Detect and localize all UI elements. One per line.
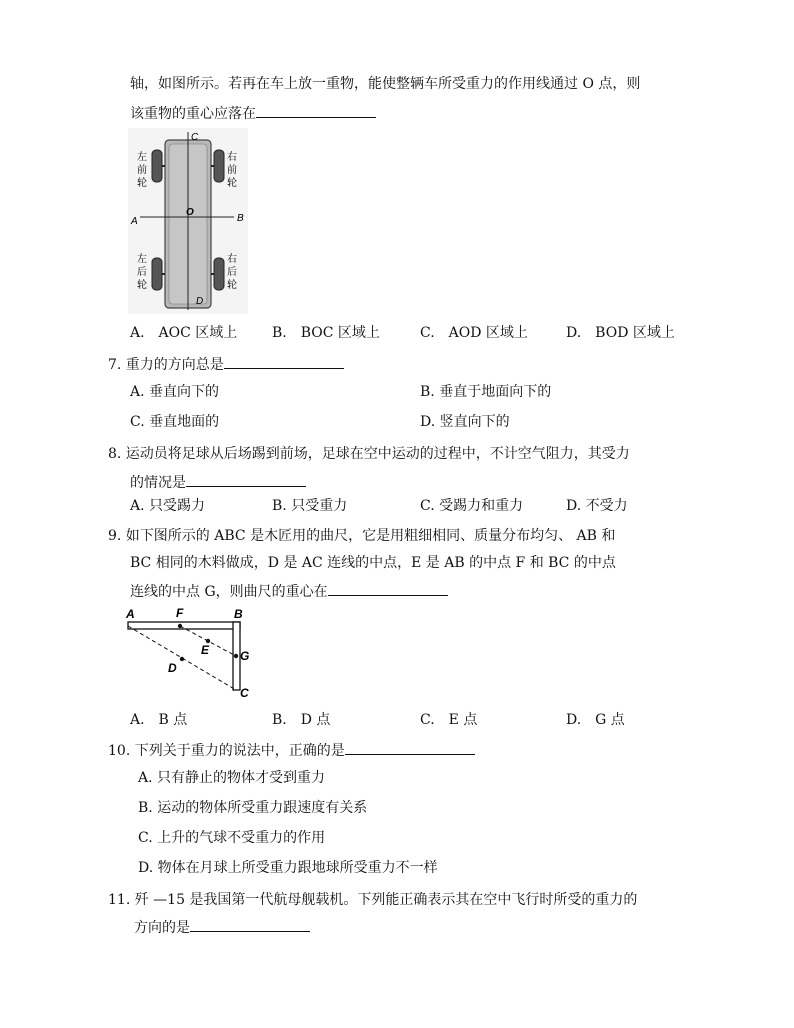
left-front-wheel <box>152 150 162 182</box>
right-rear-wheel <box>214 258 224 290</box>
q7-option-a[interactable]: A. 垂直向下的 <box>130 384 220 400</box>
q9-option-c[interactable]: C. E 点 <box>420 712 478 728</box>
q6-option-b[interactable]: B. BOC 区域上 <box>272 325 380 341</box>
q10-option-a[interactable]: A. 只有静止的物体才受到重力 <box>138 770 326 786</box>
left-front-3: 轮 <box>137 178 147 189</box>
q9-line3-text: 连线的中点 G，则曲尺的重心在 <box>130 584 328 600</box>
answer-blank[interactable] <box>190 917 310 932</box>
label-b: B <box>237 213 244 224</box>
q11-line2 <box>134 917 310 938</box>
q6-option-a[interactable]: A. AOC 区域上 <box>130 325 238 341</box>
q8-option-d[interactable]: D. 不受力 <box>566 498 628 514</box>
label-o: O <box>186 207 194 218</box>
q9-line1: 9. 如下图所示的 ABC 是木匠用的曲尺，它是用粗细相同、质量分布均匀、 AB 和 <box>108 528 616 544</box>
q8-option-b[interactable]: B. 只受重力 <box>272 498 348 514</box>
q8-option-c[interactable]: C. 受踢力和重力 <box>420 498 524 514</box>
label-e: E <box>201 643 210 657</box>
answer-blank[interactable] <box>328 581 448 596</box>
q11-line2-text: 方向的是 <box>134 920 190 936</box>
q9-option-b[interactable]: B. D 点 <box>272 712 331 728</box>
q9-line3 <box>130 581 448 602</box>
left-rear-2: 后 <box>137 267 147 278</box>
q9-option-d[interactable]: D. G 点 <box>566 712 625 728</box>
label-d: D <box>196 296 204 307</box>
q6-option-d[interactable]: D. BOD 区域上 <box>566 325 675 341</box>
q6-line2-text: 该重物的重心应落在 <box>130 106 256 122</box>
q9-option-a[interactable]: A. B 点 <box>130 712 188 728</box>
q10-stem <box>108 740 475 761</box>
q6-line1: 轴，如图所示。若再在车上放一重物，能使整辆车所受重力的作用线通过 O 点，则 <box>130 76 641 92</box>
answer-blank[interactable] <box>256 103 376 118</box>
q7-option-c[interactable]: C. 垂直地面的 <box>130 414 220 430</box>
q7-option-b[interactable]: B. 垂直于地面向下的 <box>420 384 552 400</box>
q7-option-d[interactable]: D. 竖直向下的 <box>420 414 510 430</box>
q10-option-c[interactable]: C. 上升的气球不受重力的作用 <box>138 830 326 846</box>
left-front-1: 左 <box>137 152 147 163</box>
label-b: B <box>234 607 243 621</box>
left-rear-1: 左 <box>137 254 147 265</box>
right-rear-3: 轮 <box>227 280 237 291</box>
answer-blank[interactable] <box>186 472 306 487</box>
q10-stem-text: 10. 下列关于重力的说法中，正确的是 <box>108 743 345 759</box>
q11-line1: 11. 歼 —15 是我国第一代航母舰载机。下列能正确表示其在空中飞行时所受的重力的 <box>108 892 638 908</box>
right-front-1: 右 <box>227 152 237 163</box>
q10-option-b[interactable]: B. 运动的物体所受重力跟速度有关系 <box>138 800 368 816</box>
left-rear-3: 轮 <box>137 280 147 291</box>
car-diagram <box>128 128 248 314</box>
right-front-3: 轮 <box>227 178 237 189</box>
answer-blank[interactable] <box>224 354 344 369</box>
q8-option-a[interactable]: A. 只受踢力 <box>130 498 206 514</box>
right-front-wheel <box>214 150 224 182</box>
right-rear-2: 后 <box>227 267 237 278</box>
q7-stem <box>108 354 344 375</box>
right-rear-1: 右 <box>227 254 237 265</box>
left-front-2: 前 <box>137 165 147 176</box>
label-g: G <box>240 649 250 663</box>
answer-blank[interactable] <box>345 740 475 755</box>
q6-option-c[interactable]: C. AOD 区域上 <box>420 325 528 341</box>
label-f: F <box>176 606 184 620</box>
q10-option-d[interactable]: D. 物体在月球上所受重力跟地球所受重力不一样 <box>138 860 438 876</box>
label-c: C <box>240 686 249 700</box>
q7-stem-text: 7. 重力的方向总是 <box>108 357 224 373</box>
q6-line2 <box>130 103 376 124</box>
carpenter-square-diagram <box>122 604 262 700</box>
label-c: C <box>191 132 199 143</box>
label-a: A <box>126 607 135 621</box>
q9-line2: BC 相同的木料做成，D 是 AC 连线的中点，E 是 AB 的中点 F 和 BC 的中点 <box>130 555 616 571</box>
label-d: D <box>168 661 177 675</box>
left-rear-wheel <box>152 258 162 290</box>
q8-line2 <box>130 472 306 493</box>
q8-line1: 8. 运动员将足球从后场踢到前场，足球在空中运动的过程中，不计空气阻力，其受力 <box>108 446 630 462</box>
label-a: A <box>131 216 138 227</box>
q8-line2-text: 的情况是 <box>130 475 186 491</box>
right-front-2: 前 <box>227 165 237 176</box>
